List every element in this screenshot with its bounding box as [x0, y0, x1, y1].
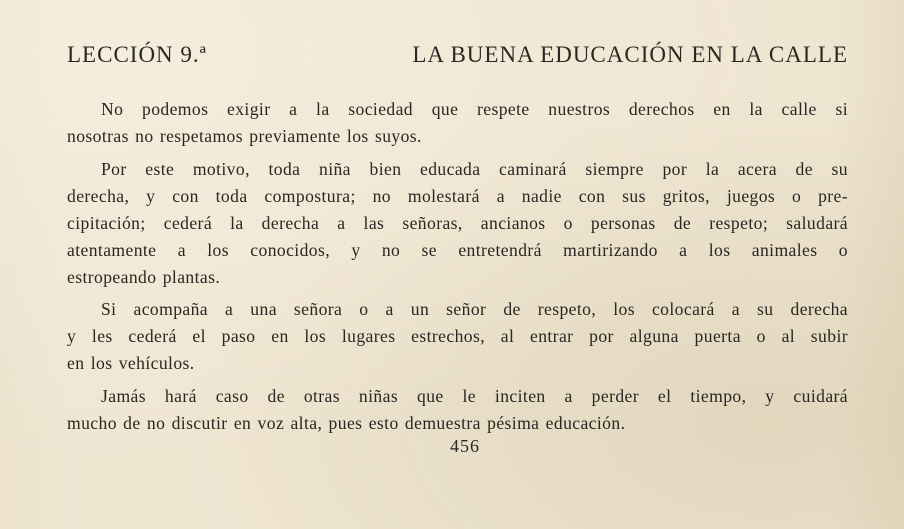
text-line: atentamente a los conocidos, y no se entretendrá martirizando a los animales o	[67, 239, 848, 260]
paragraph-2	[67, 156, 848, 291]
paragraph-4	[67, 383, 848, 437]
text-line: estropeando plantas.	[67, 266, 221, 287]
text-line: nosotras no respetamos previamente los suyos.	[67, 126, 422, 146]
text-line: cipitación; cederá la derecha a las señoras, ancianos o personas de respeto; saludará	[67, 212, 848, 233]
text-line: No podemos exigir a la sociedad que respete nuestros derechos en la calle si	[101, 99, 848, 119]
chapter-title: LA BUENA EDUCACIÓN EN LA CALLE	[412, 42, 848, 67]
text-line: Jamás hará caso de otras niñas que le inciten a perder el tiempo, y cuidará	[101, 385, 848, 406]
text-line: y les cederá el paso en los lugares estrechos, al entrar por alguna puerta o al subir	[67, 326, 848, 346]
paragraph-3	[67, 296, 848, 377]
page-number: 456	[450, 436, 480, 456]
text-line: derecha, y con toda compostura; no molestará a nadie con sus gritos, juegos o pre-	[67, 185, 848, 206]
text-line: Por este motivo, toda niña bien educada caminará siempre por la acera de su	[101, 158, 848, 179]
lesson-number: LECCIÓN 9.ª	[67, 42, 208, 67]
running-header	[67, 42, 848, 76]
body-text	[67, 96, 848, 442]
paragraph-1	[67, 96, 848, 150]
text-line: Si acompaña a una señora o a un señor de respeto, los colocará a su derecha	[101, 299, 848, 319]
text-line: en los vehículos.	[67, 353, 195, 373]
text-line: mucho de no discutir en voz alta, pues esto demuestra pésima educación.	[67, 412, 626, 433]
